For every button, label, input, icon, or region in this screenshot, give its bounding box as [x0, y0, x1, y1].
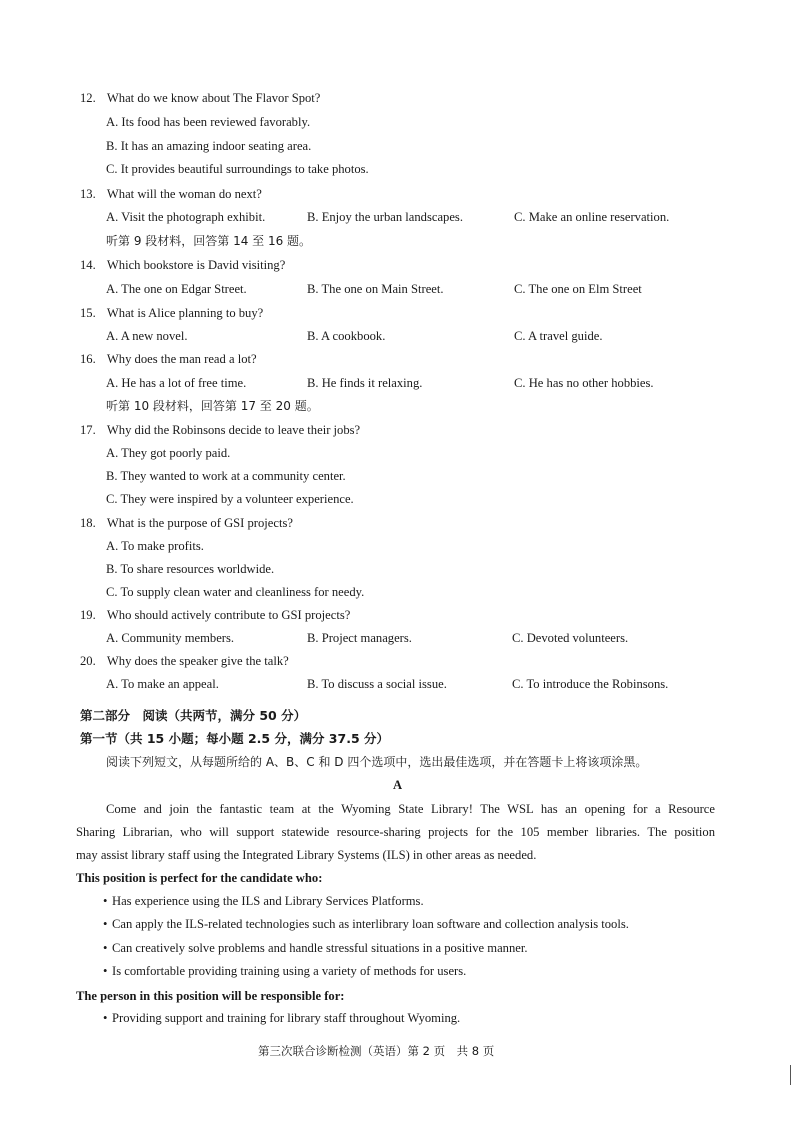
question-13 — [80, 186, 262, 202]
option-19c: C. Devoted volunteers. — [512, 631, 629, 645]
option-13b: B. Enjoy the urban landscapes. — [307, 210, 463, 224]
option-14b: B. The one on Main Street. — [307, 282, 444, 296]
question-text: What is Alice planning to buy? — [106, 306, 264, 320]
option-16c: C. He has no other hobbies. — [514, 376, 654, 390]
question-number: 20. — [80, 654, 96, 668]
option-19a: A. Community members. — [106, 631, 235, 645]
question-number: 14. — [80, 258, 96, 272]
instruction-section-10: 听第 10 段材料，回答第 17 至 20 题。 — [106, 399, 319, 413]
question-19 — [80, 607, 350, 623]
question-text: Why did the Robinsons decide to leave their jobs? — [106, 423, 361, 437]
option-15b: B. A cookbook. — [307, 329, 386, 343]
option-15a: A. A new novel. — [106, 329, 188, 343]
option-12b: B. It has an amazing indoor seating area. — [106, 139, 312, 153]
option-16a: A. He has a lot of free time. — [106, 376, 247, 390]
question-15 — [80, 305, 263, 321]
option-14c: C. The one on Elm Street — [514, 282, 642, 296]
question-14 — [80, 257, 285, 273]
option-20c: C. To introduce the Robinsons. — [512, 677, 669, 691]
option-17c: C. They were inspired by a volunteer experience. — [106, 492, 354, 506]
responsibilities-heading: The person in this position will be responsible for: — [76, 989, 345, 1003]
option-18c: C. To supply clean water and cleanliness for needy. — [106, 585, 365, 599]
option-16b: B. He finds it relaxing. — [307, 376, 423, 390]
question-number: 13. — [80, 187, 96, 201]
list-item-text: Can creatively solve problems and handle stressful situations in a positive manner. — [112, 941, 528, 955]
list-item — [103, 916, 629, 932]
question-number: 15. — [80, 306, 96, 320]
passage-paragraph-line: may assist library staff using the Integrated Library Systems (ILS) in other areas as needed. — [76, 848, 537, 862]
part-two-heading: 第二部分 阅读（共两节，满分 50 分） — [80, 708, 307, 723]
question-number: 19. — [80, 608, 96, 622]
bullet-icon: • — [103, 941, 108, 955]
option-12a: A. Its food has been reviewed favorably. — [106, 115, 311, 129]
option-18a: A. To make profits. — [106, 539, 204, 553]
question-text: Why does the man read a lot? — [106, 352, 257, 366]
bullet-icon: • — [103, 894, 108, 908]
scan-edge-mark — [790, 1065, 791, 1085]
question-text: Which bookstore is David visiting? — [106, 258, 286, 272]
instruction-section-9: 听第 9 段材料，回答第 14 至 16 题。 — [106, 234, 312, 248]
question-number: 18. — [80, 516, 96, 530]
question-12 — [80, 90, 320, 106]
option-12c: C. It provides beautiful surroundings to take photos. — [106, 162, 369, 176]
question-text: What do we know about The Flavor Spot? — [106, 91, 321, 105]
option-17b: B. They wanted to work at a community center. — [106, 469, 346, 483]
list-item-text: Can apply the ILS-related technologies such as interlibrary loan software and collection analysis tools. — [112, 917, 629, 931]
list-item — [103, 963, 466, 979]
question-number: 16. — [80, 352, 96, 366]
list-item-text: Providing support and training for library staff throughout Wyoming. — [112, 1011, 461, 1025]
question-text: What will the woman do next? — [106, 187, 262, 201]
passage-paragraph-line: Come and join the fantastic team at the Wyoming State Library! The WSL has an opening for a Resource — [106, 802, 715, 816]
option-17a: A. They got poorly paid. — [106, 446, 231, 460]
option-13c: C. Make an online reservation. — [514, 210, 670, 224]
question-number: 17. — [80, 423, 96, 437]
option-19b: B. Project managers. — [307, 631, 412, 645]
question-16 — [80, 351, 257, 367]
option-14a: A. The one on Edgar Street. — [106, 282, 247, 296]
list-item — [103, 940, 528, 956]
list-item — [103, 893, 424, 909]
list-item — [103, 1010, 460, 1026]
bullet-icon: • — [103, 917, 108, 931]
question-17 — [80, 422, 360, 438]
question-text: Why does the speaker give the talk? — [106, 654, 289, 668]
option-15c: C. A travel guide. — [514, 329, 603, 343]
bullet-icon: • — [103, 964, 108, 978]
section-one-heading: 第一节（共 15 小题；每小题 2.5 分，满分 37.5 分） — [80, 731, 389, 746]
option-13a: A. Visit the photograph exhibit. — [106, 210, 266, 224]
question-number: 12. — [80, 91, 96, 105]
list-item-text: Is comfortable providing training using a variety of methods for users. — [112, 964, 467, 978]
question-20 — [80, 653, 289, 669]
perfect-candidate-heading: This position is perfect for the candidate who: — [76, 871, 323, 885]
option-20b: B. To discuss a social issue. — [307, 677, 447, 691]
bullet-icon: • — [103, 1011, 108, 1025]
question-text: Who should actively contribute to GSI projects? — [106, 608, 351, 622]
question-text: What is the purpose of GSI projects? — [106, 516, 293, 530]
reading-instruction: 阅读下列短文，从每题所给的 A、B、C 和 D 四个选项中，选出最佳选项，并在答题卡上将该项涂黑。 — [106, 755, 648, 769]
passage-label: A — [393, 778, 403, 792]
option-20a: A. To make an appeal. — [106, 677, 219, 691]
option-18b: B. To share resources worldwide. — [106, 562, 275, 576]
question-18 — [80, 515, 293, 531]
page-footer: 第三次联合诊断检测（英语）第 2 页 共 8 页 — [258, 1044, 495, 1058]
list-item-text: Has experience using the ILS and Library Services Platforms. — [112, 894, 424, 908]
passage-paragraph-line: Sharing Librarian, who will support statewide resource-sharing projects for the 105 member libraries. The position — [76, 825, 715, 839]
